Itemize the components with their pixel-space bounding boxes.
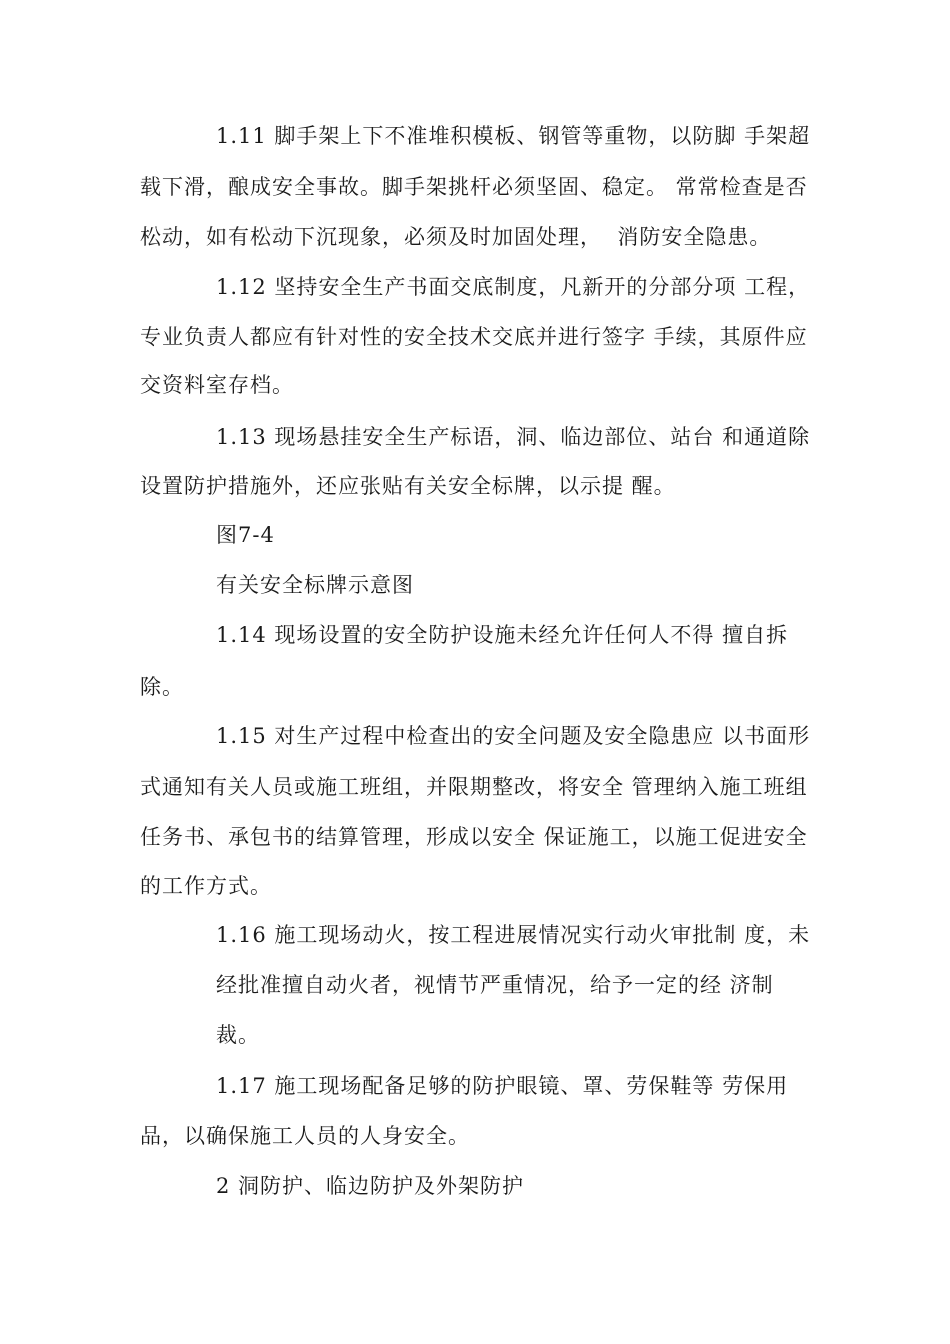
paragraph-1-16-line-1: 1.16 施工现场动火，按工程进展情况实行动火审批制 度，未 — [216, 923, 811, 947]
figure-caption: 有关安全标牌示意图 — [216, 573, 414, 597]
paragraph-1-14-line-2: 除。 — [140, 675, 184, 699]
paragraph-1-16-line-3: 裁。 — [216, 1023, 260, 1047]
paragraph-1-15-line-4: 的工作方式。 — [140, 874, 272, 898]
paragraph-1-15-line-3: 任务书、承包书的结算管理，形成以安全 保证施工，以施工促进安全 — [140, 825, 808, 849]
paragraph-1-17-line-2: 品，以确保施工人员的人身安全。 — [140, 1124, 470, 1148]
paragraph-1-13-line-2: 设置防护措施外，还应张贴有关安全标牌，以示提 醒。 — [140, 474, 676, 498]
paragraph-1-11-line-2: 载下滑，酿成安全事故。脚手架挑杆必须坚固、稳定。 常常检查是否 — [140, 175, 808, 199]
paragraph-1-11-line-3: 松动，如有松动下沉现象，必须及时加固处理， 消防安全隐患。 — [140, 225, 772, 249]
paragraph-1-14-line-1: 1.14 现场设置的安全防护设施未经允许任何人不得 擅自拆 — [216, 623, 789, 647]
paragraph-1-12-line-1: 1.12 坚持安全生产书面交底制度，凡新开的分部分项 工程， — [216, 275, 811, 299]
paragraph-1-12-line-3: 交资料室存档。 — [140, 373, 294, 397]
figure-number: 图7-4 — [216, 523, 275, 547]
paragraph-1-16-line-2: 经批准擅自动火者，视情节严重情况，给予一定的经 济制 — [216, 973, 774, 997]
section-heading-2: 2 洞防护、临边防护及外架防护 — [216, 1174, 525, 1198]
paragraph-1-15-line-2: 式通知有关人员或施工班组，并限期整改，将安全 管理纳入施工班组 — [140, 775, 808, 799]
paragraph-1-13-line-1: 1.13 现场悬挂安全生产标语，洞、临边部位、站台 和通道除 — [216, 425, 811, 449]
paragraph-1-11-line-1: 1.11 脚手架上下不准堆积模板、钢管等重物，以防脚 手架超 — [216, 124, 811, 148]
paragraph-1-17-line-1: 1.17 施工现场配备足够的防护眼镜、罩、劳保鞋等 劳保用 — [216, 1074, 789, 1098]
paragraph-1-15-line-1: 1.15 对生产过程中检查出的安全问题及安全隐患应 以书面形 — [216, 724, 811, 748]
paragraph-1-12-line-2: 专业负责人都应有针对性的安全技术交底并进行签字 手续，其原件应 — [140, 325, 808, 349]
